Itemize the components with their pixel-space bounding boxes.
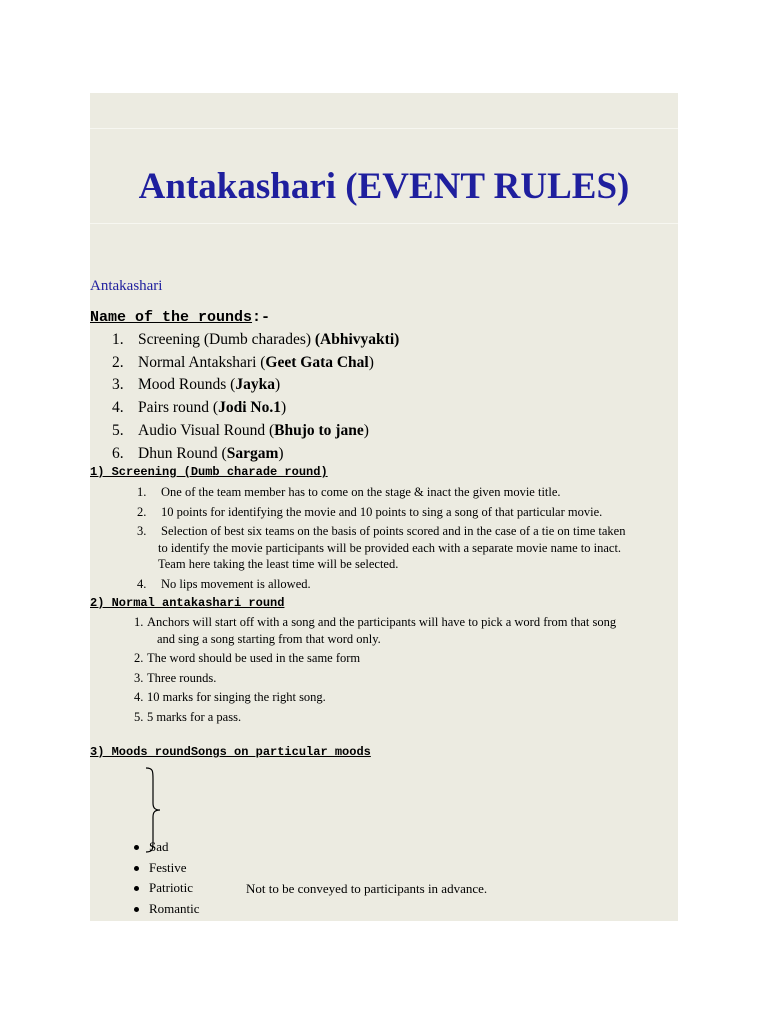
rule-line: [137, 576, 625, 593]
moods-note: Not to be conveyed to participants in advance.: [246, 881, 488, 896]
rule-item: [134, 650, 616, 667]
rule-line: [137, 523, 625, 540]
rule-line: [134, 670, 616, 687]
round-text: Pairs round (: [138, 399, 219, 417]
round-item: [112, 329, 399, 352]
rounds-list: [112, 329, 399, 465]
section-3-heading: 3) Moods roundSongs on particular moods: [90, 745, 371, 759]
rule-line: [137, 540, 625, 557]
round-item: [112, 352, 399, 375]
round-text: Mood Rounds (: [138, 376, 236, 394]
rule-line: [134, 709, 616, 726]
rule-number: 3.: [134, 670, 144, 685]
rule-number: 1.: [134, 615, 144, 629]
round-close: ): [280, 399, 287, 417]
round-text: Dhun Round (: [138, 444, 227, 462]
rounds-heading-suffix: :-: [252, 309, 271, 326]
round-text: Audio Visual Round (: [138, 421, 275, 439]
rule-number: 1.: [137, 485, 147, 499]
rule-item: [137, 523, 625, 573]
round-close: ): [274, 376, 281, 394]
round-close: ): [368, 353, 374, 371]
page-title: Antakashari (EVENT RULES): [138, 166, 630, 207]
round-name: Bhujo to jane: [274, 421, 364, 439]
round-name: Jodi No.1: [218, 399, 281, 417]
rule-text: Team here taking the least time will be selected.: [158, 557, 399, 571]
bullet-dot: [134, 886, 139, 891]
rule-line: [137, 484, 625, 501]
rule-text: The word should be used in the same form: [147, 651, 361, 665]
round-number: 1.: [112, 331, 124, 348]
rule-number: 5.: [134, 709, 144, 724]
round-item: [112, 420, 399, 443]
round-name: Jayka: [235, 376, 275, 394]
rule-text: to identify the movie participants will be provided each with a separate movie name to inact.: [158, 540, 622, 555]
mood-label: Festive: [149, 859, 187, 875]
mood-label: Patriotic: [149, 880, 194, 896]
round-name: (Abhivyakti): [314, 331, 400, 348]
rule-line: [137, 556, 625, 573]
round-number: 6.: [112, 444, 124, 462]
divider: [90, 128, 678, 129]
rule-item: [134, 709, 616, 726]
round-number: 3.: [112, 376, 124, 394]
mood-label: Sad: [149, 839, 169, 854]
round-number: 2.: [112, 353, 124, 371]
section-1-list: [137, 484, 625, 595]
rule-text: Anchors will start off with a song and the participants will have to pick a word from that song: [147, 615, 617, 629]
round-number: 4.: [112, 399, 124, 417]
rule-line: [134, 614, 616, 631]
divider: [90, 223, 678, 224]
section-2-heading: 2) Normal antakashari round: [90, 596, 285, 610]
rule-item: [137, 484, 625, 501]
round-item: [112, 443, 399, 466]
rule-number: 3.: [137, 524, 147, 538]
rounds-heading-text: Name of the rounds: [90, 309, 253, 326]
round-close: ): [278, 444, 284, 462]
rule-text: 5 marks for a pass.: [147, 709, 242, 724]
rule-line: [134, 650, 616, 667]
round-name: Geet Gata Chal: [265, 353, 369, 371]
rule-item: [134, 670, 616, 687]
rule-text: Selection of best six teams on the basis of points scored and in the case of a tie on time taken: [161, 524, 626, 538]
section-subtitle: Antakashari: [90, 278, 163, 294]
bullet-dot: [134, 845, 139, 850]
round-number: 5.: [112, 421, 124, 439]
rule-item: [137, 504, 625, 521]
round-name: Sargam: [226, 444, 279, 462]
round-item: [112, 374, 399, 397]
rule-text: No lips movement is allowed.: [161, 576, 311, 591]
bullet-dot: [134, 866, 139, 871]
rule-item: [134, 614, 616, 647]
rule-line: [137, 504, 625, 521]
rule-number: 4.: [137, 576, 147, 591]
bullet-dot: [134, 907, 139, 912]
rule-text: 10 marks for singing the right song.: [147, 690, 326, 704]
round-item: [112, 397, 399, 420]
mood-label: Romantic: [149, 901, 200, 917]
section-2-list: [134, 614, 616, 728]
rule-number: 4.: [134, 690, 144, 704]
rule-text: and sing a song starting from that word only.: [157, 631, 381, 646]
rule-number: 2.: [134, 651, 144, 665]
rule-text: One of the team member has to come on the stage & inact the given movie title.: [161, 485, 561, 499]
rule-line: [134, 689, 616, 706]
section-1-heading: 1) Screening (Dumb charade round): [90, 465, 328, 479]
rule-item: [137, 576, 625, 593]
rounds-heading: [90, 309, 270, 326]
rule-number: 2.: [137, 504, 147, 519]
round-text: Screening (Dumb charades): [138, 331, 315, 348]
document-page: [90, 93, 678, 921]
round-close: ): [363, 421, 369, 439]
rule-item: [134, 689, 616, 706]
round-text: Normal Antakshari (: [138, 353, 266, 371]
rule-text: Three rounds.: [147, 670, 217, 685]
rule-line: [134, 631, 616, 648]
rule-text: 10 points for identifying the movie and 10 points to sing a song of that particular movie.: [161, 504, 603, 519]
